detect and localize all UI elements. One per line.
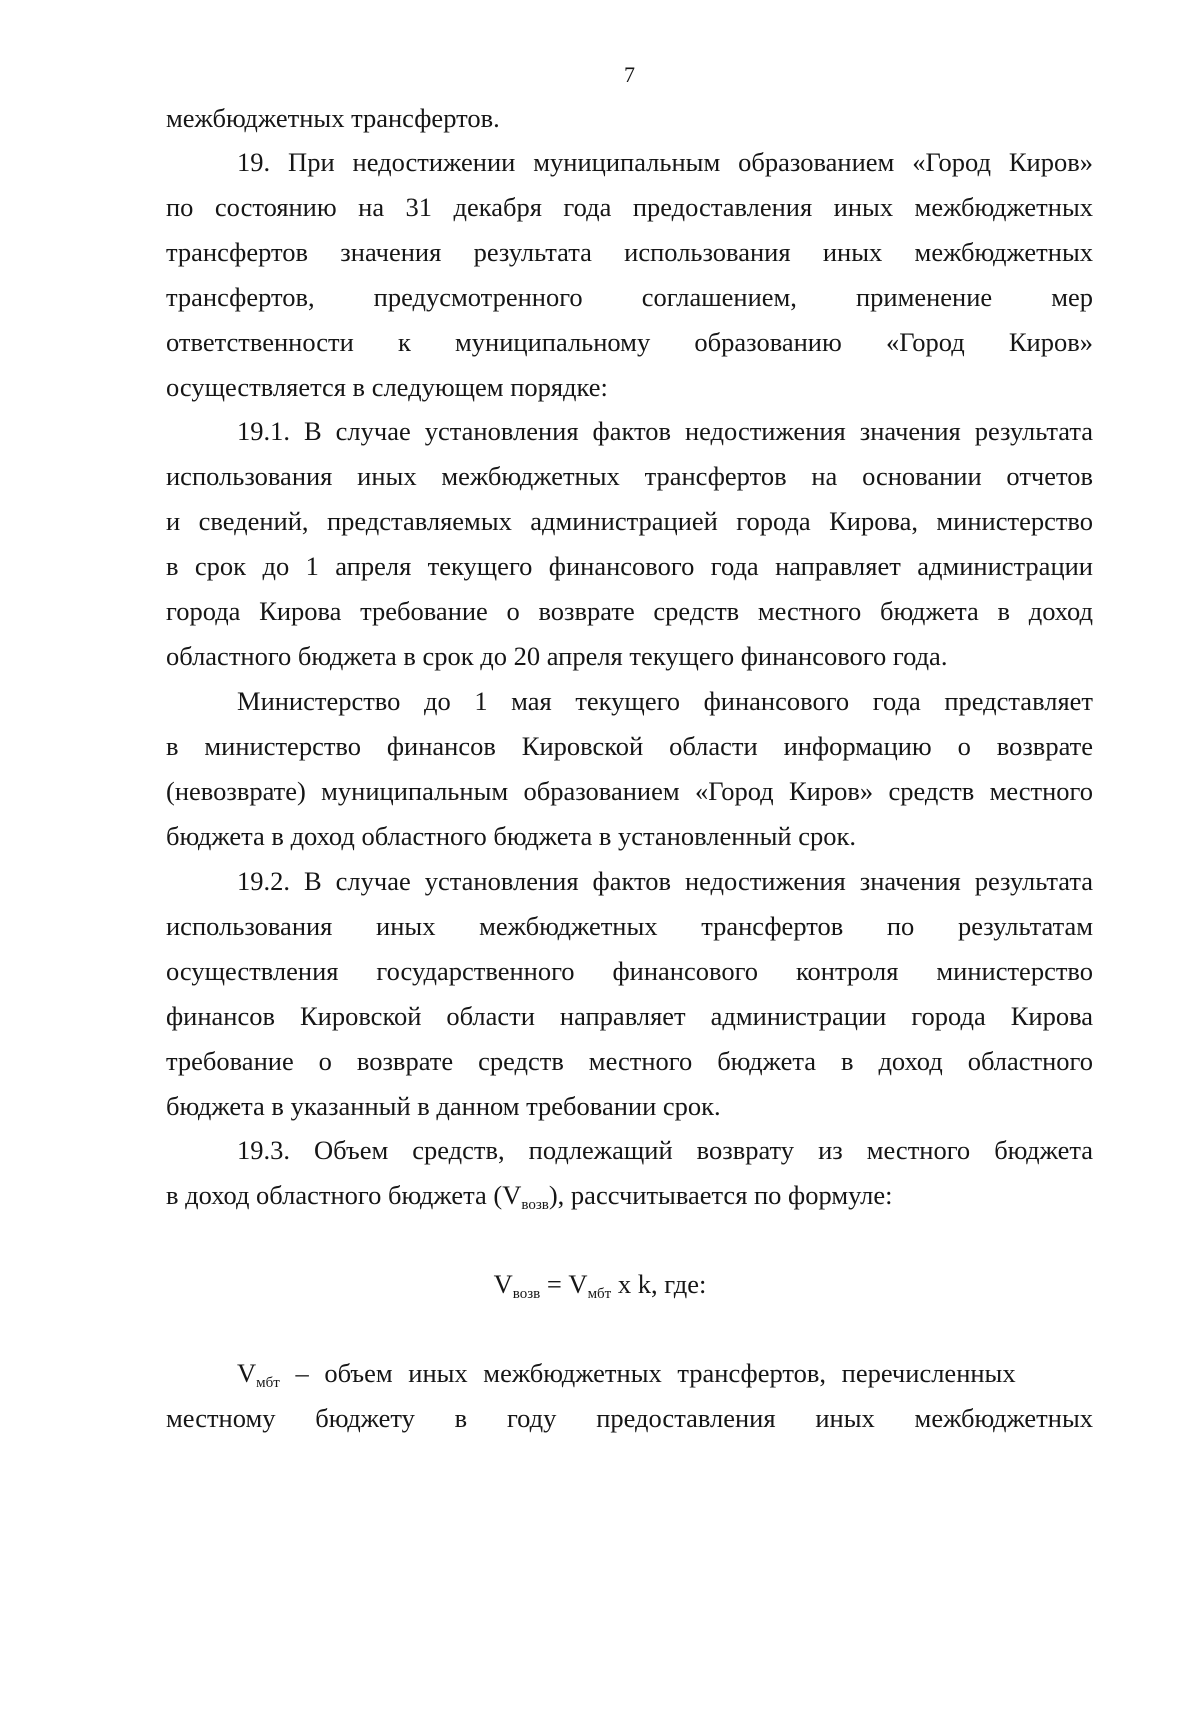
- formula-variable: V: [493, 1269, 513, 1299]
- text-line: [166, 1178, 1093, 1212]
- text-fragment: ), рассчитывается по формуле:: [548, 1180, 893, 1210]
- text-line: в министерство финансов Кировской области информацию о возврате: [166, 731, 1093, 761]
- text-line: 19.2. В случае установления фактов недостижения значения результата: [237, 866, 1093, 896]
- text-line: бюджета в указанный в данном требовании срок.: [166, 1091, 721, 1121]
- formula-tail: x k, где:: [611, 1269, 707, 1299]
- page-number: 7: [624, 62, 635, 87]
- text-line: и сведений, представляемых администрацией города Кирова, министерство: [166, 506, 1093, 536]
- text-line: города Кирова требование о возврате средств местного бюджета в доход: [166, 596, 1093, 626]
- text-line: в срок до 1 апреля текущего финансового года направляет администрации: [166, 551, 1093, 581]
- text-line: межбюджетных трансфертов.: [166, 103, 500, 133]
- text-line: 19.1. В случае установления фактов недостижения значения результата: [237, 416, 1093, 446]
- text-line: областного бюджета в срок до 20 апреля текущего финансового года.: [166, 641, 948, 671]
- subscript: возв: [521, 1197, 549, 1213]
- formula-variable: V: [237, 1358, 257, 1388]
- text-line: требование о возврате средств местного бюджета в доход областного: [166, 1046, 1093, 1076]
- formula-subscript: мбт: [256, 1375, 280, 1391]
- text-line: [237, 1356, 1093, 1390]
- text-line: трансфертов, предусмотренного соглашением, применение мер: [166, 282, 1093, 312]
- text-fragment: в доход областного бюджета (V: [166, 1180, 522, 1210]
- text-line: осуществляется в следующем порядке:: [166, 372, 608, 402]
- formula-subscript: мбт: [587, 1286, 612, 1302]
- text-line: (невозврате) муниципальным образованием «Город Киров» средств местного: [166, 776, 1093, 806]
- text-line: трансфертов значения результата использования иных межбюджетных: [166, 237, 1093, 267]
- formula-equals: =: [540, 1269, 569, 1299]
- text-line: 19. При недостижении муниципальным образованием «Город Киров»: [237, 147, 1093, 177]
- text-line: 19.3. Объем средств, подлежащий возврату из местного бюджета: [237, 1135, 1093, 1165]
- formula: [0, 1267, 1200, 1301]
- text-line: использования иных межбюджетных трансфертов на основании отчетов: [166, 461, 1093, 491]
- text-line: бюджета в доход областного бюджета в установленный срок.: [166, 821, 856, 851]
- text-line: Министерство до 1 мая текущего финансового года представляет: [237, 686, 1093, 716]
- text-line: местному бюджету в году предоставления иных межбюджетных: [166, 1403, 1093, 1433]
- text-line: финансов Кировской области направляет администрации города Кирова: [166, 1001, 1093, 1031]
- text-line: использования иных межбюджетных трансфертов по результатам: [166, 911, 1093, 941]
- text-line: ответственности к муниципальному образованию «Город Киров»: [166, 327, 1093, 357]
- text-fragment: – объем иных межбюджетных трансфертов, перечисленных: [279, 1358, 1016, 1388]
- text-line: по состоянию на 31 декабря года предоставления иных межбюджетных: [166, 192, 1093, 222]
- formula-variable: V: [568, 1269, 588, 1299]
- formula-subscript: возв: [512, 1286, 541, 1302]
- text-line: осуществления государственного финансового контроля министерство: [166, 956, 1093, 986]
